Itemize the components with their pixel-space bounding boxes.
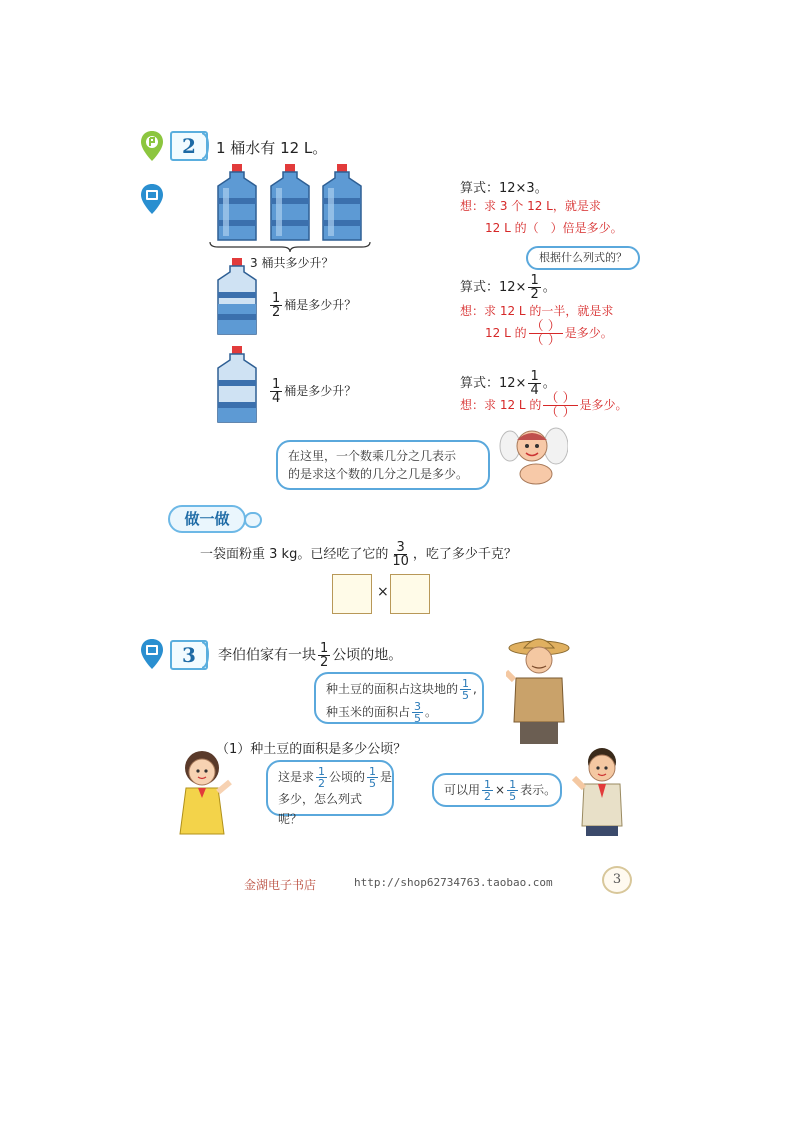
practice-problem: 一袋面粉重 3 kg。已经吃了它的 $\frac{3}{10}$ ，吃了多少千克？: [200, 540, 517, 569]
open-book-icon: [202, 640, 210, 670]
boy-character-image: [570, 744, 630, 836]
water-bottle-image: [319, 164, 365, 242]
footer-shop-name: 金湖电子书店: [244, 878, 317, 892]
formula-1: 算式：12×3。: [460, 181, 548, 196]
think-2-line2: 12 L 的 $\frac{( )}{( )}$ 是多少。: [485, 319, 613, 348]
example-number-box: 3: [170, 640, 208, 670]
think-1-line2: 12 L 的（ ）倍是多少。: [485, 221, 623, 235]
answer-box-2[interactable]: [390, 574, 430, 614]
water-bottle-image: [214, 164, 260, 242]
half-water-bottle-image: [214, 258, 260, 336]
half-bottle-label: $\frac{1}{2}$ 桶是多少升？: [272, 291, 357, 320]
summary-line-1: 在这里，一个数乘几分之几表示: [288, 449, 457, 463]
quarter-bottle-label: $\frac{1}{4}$ 桶是多少升？: [272, 377, 357, 406]
example3-statement: 李伯伯家有一块 $\frac{1}{2}$ 公顷的地。: [218, 641, 403, 670]
brace-line: [208, 240, 372, 254]
screen-pin-icon: [140, 183, 164, 215]
answer-box-1[interactable]: [332, 574, 372, 614]
quarter-water-bottle-image: [214, 346, 260, 424]
page-number-badge: [602, 866, 632, 894]
farmer-line-1: 种土豆的面积占这块地的 $\frac{1}{5}$ ,: [326, 677, 477, 702]
formula-3: 算式：12× $\frac{1}{4}$ 。: [460, 369, 556, 398]
brace-question: 3 桶共多少升？: [250, 256, 334, 270]
page-number: 3: [612, 872, 622, 887]
farmer-speech-bubble: [314, 672, 484, 724]
question-1: （1）种土豆的面积是多少公顷？: [216, 742, 407, 757]
think-1-line1: 想：求 3 个 12 L，就是求: [460, 199, 601, 213]
map-pin-icon: [140, 130, 164, 162]
girl-line-2: 多少，怎么列式呢？: [278, 792, 363, 826]
angel-character-image: [498, 420, 568, 488]
times-sign: ×: [377, 584, 389, 600]
think-2-line1: 想：求 12 L 的一半，就是求: [460, 304, 614, 318]
girl-speech-bubble: [266, 760, 394, 826]
practice-title-badge: [168, 505, 246, 533]
girl-line-1: 这是求 $\frac{1}{2}$ 公顷的 $\frac{1}{5}$ 是: [278, 765, 393, 790]
farmer-line-2: 种玉米的面积占 $\frac{3}{5}$ 。: [326, 700, 438, 725]
question-bubble: 根据什么列式的？: [526, 246, 640, 270]
example-number-box: 2: [170, 131, 208, 161]
farmer-character-image: [506, 632, 572, 746]
footer-url[interactable]: http://shop62734763.taobao.com: [354, 876, 553, 889]
screen-pin-icon: [140, 638, 164, 670]
think-3: 想：求 12 L 的 $\frac{( )}{( )}$ 是多少。: [460, 391, 628, 420]
summary-bubble: [276, 440, 490, 490]
formula-2: 算式：12× $\frac{1}{2}$ 。: [460, 273, 556, 302]
boy-speech-bubble: [432, 773, 562, 807]
summary-line-2: 的是求这个数的几分之几是多少。: [288, 467, 469, 481]
example-statement: 1 桶水有 12 L。: [216, 139, 328, 157]
water-bottle-image: [267, 164, 313, 242]
cloud-decoration: [244, 512, 262, 528]
open-book-icon: [202, 131, 210, 161]
boy-line: 可以用 $\frac{1}{2}$ × $\frac{1}{5}$ 表示。: [444, 778, 557, 803]
practice-title: 做一做: [184, 510, 230, 528]
girl-character-image: [172, 746, 236, 836]
